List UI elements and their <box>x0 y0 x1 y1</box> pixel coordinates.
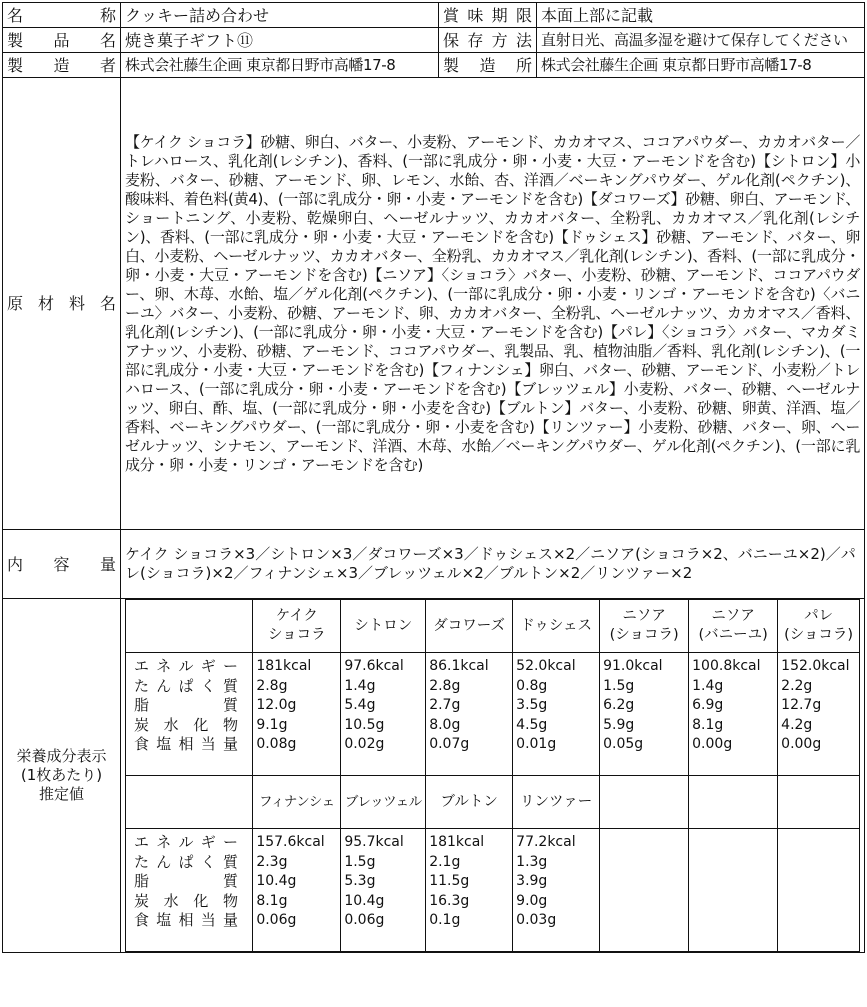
product-header: ニソア (ショコラ) <box>600 600 689 653</box>
maker-label: 製 造 者 <box>3 53 121 78</box>
nutrient-labels: エネルギー たんぱく質 脂 質 炭 水 化 物 食塩相当量 <box>126 829 253 952</box>
empty-cell <box>778 829 860 952</box>
nutrition-header-blank <box>126 776 253 829</box>
expiry-label: 賞味期限 <box>439 3 537 28</box>
nutrition-values-row-1 <box>126 653 860 776</box>
nutrient-labels: エネルギー たんぱく質 脂 質 炭 水 化 物 食塩相当量 <box>126 653 253 776</box>
nutrition-values-row-2 <box>126 829 860 952</box>
food-label-sheet <box>2 2 864 1004</box>
contents-label: 内 容 量 <box>3 530 121 599</box>
contents-text: ケイク ショコラ×3／シトロン×3／ダコワーズ×3／ドゥシェス×2／ニソア(ショコラ×2、バニーユ×2)／パレ(ショコラ)×2／フィナンシェ×3／ブレッツェル×2／ブルトン×2／リンツァー×2 <box>121 530 865 599</box>
empty-cell <box>689 776 778 829</box>
product-values: 77.2kcal 1.3g 3.9g 9.0g 0.03g <box>513 829 600 952</box>
product-values: 100.8kcal 1.4g 6.9g 8.1g 0.00g <box>689 653 778 776</box>
product-header: ブルトン <box>426 776 513 829</box>
product-header: パレ (ショコラ) <box>778 600 860 653</box>
nutrition-header-blank <box>126 600 253 653</box>
empty-cell <box>778 776 860 829</box>
label-table <box>2 2 865 953</box>
empty-cell <box>600 829 689 952</box>
nutrition-table <box>125 599 860 952</box>
nutrition-label <box>3 599 121 953</box>
product-values: 86.1kcal 2.8g 2.7g 8.0g 0.07g <box>426 653 513 776</box>
maker-value: 株式会社藤生企画 東京都日野市高幡17-8 <box>121 53 439 78</box>
product-values: 95.7kcal 1.5g 5.3g 10.4g 0.06g <box>341 829 426 952</box>
name-value: クッキー詰め合わせ <box>121 3 439 28</box>
factory-label: 製 造 所 <box>439 53 537 78</box>
product-values: 52.0kcal 0.8g 3.5g 4.5g 0.01g <box>513 653 600 776</box>
product-values: 157.6kcal 2.3g 10.4g 8.1g 0.06g <box>253 829 341 952</box>
factory-value: 株式会社藤生企画 東京都日野市高幡17-8 <box>537 53 865 78</box>
product-label: 製 品 名 <box>3 28 121 53</box>
ingredients-text: 【ケイク ショコラ】砂糖、卵白、バター、小麦粉、アーモンド、カカオマス、ココアパウダー、カカオバター／トレハロース、乳化剤(レシチン)、香料、(一部に乳成分・卵・小麦・大豆・アーモンドを含む)【シトロン】小麦粉、バター、砂糖、アーモンド、卵、レモン、水飴、杏、洋酒／ベーキングパウダー、ゲル化剤(ペクチン)、酸味料、着色料(黄4)、(一部に乳成分・卵・小麦・アーモンドを含む)【ダコワーズ】砂糖、卵白、アーモンド、ショートニング、小麦粉、乾燥卵白、ヘーゼルナッツ、カカオバター、全粉乳、カカオマス／乳化剤(レシチン)、香料、(一部に乳成分・卵・小麦・大豆・アーモンドを含む)【ドゥシェス】砂糖、アーモンド、バター、卵白、小麦粉、ヘーゼルナッツ、カカオバター、全粉乳、カカオマス／乳化剤(レシチン)、香料、(一部に乳成分・卵・小麦・大豆・アーモンドを含む)【ニソア】〈ショコラ〉バター、小麦粉、砂糖、アーモンド、ココアパウダー、卵、木苺、水飴、塩／ゲル化剤(ペクチン)、(一部に乳成分・卵・小麦・リンゴ・アーモンドを含む)〈バニーユ〉バター、小麦粉、砂糖、アーモンド、卵、カカオバター、全粉乳、ヘーゼルナッツ、カカオマス／香料、乳化剤(レシチン)、(一部に乳成分・卵・小麦・大豆・アーモンドを含む)【パレ】〈ショコラ〉バター、マカダミアナッツ、小麦粉、砂糖、アーモンド、ココアパウダー、乳製品、乳、植物油脂／香料、乳化剤(レシチン)、(一部に乳成分・小麦・大豆・アーモンドを含む)【フィナンシェ】卵白、バター、砂糖、アーモンド、小麦粉／トレハロース、(一部に乳成分・卵・小麦・アーモンドを含む)【ブレッツェル】小麦粉、バター、砂糖、ヘーゼルナッツ、卵白、酢、塩、(一部に乳成分・卵・小麦を含む)【ブルトン】バター、小麦粉、砂糖、卵黄、洋酒、塩／香料、ベーキングパウダー、(一部に乳成分・卵・小麦を含む)【リンツァー】小麦粉、砂糖、バター、卵、ヘーゼルナッツ、シナモン、アーモンド、洋酒、木苺、水飴／ベーキングパウダー、ゲル化剤(ペクチン)、(一部に乳成分・卵・小麦・リンゴ・アーモンドを含む) <box>121 78 865 530</box>
ingredients-label: 原材料名 <box>3 78 121 530</box>
product-header: ドゥシェス <box>513 600 600 653</box>
product-values: 181kcal 2.1g 11.5g 16.3g 0.1g <box>426 829 513 952</box>
empty-cell <box>689 829 778 952</box>
nutrition-header-row-2 <box>126 776 860 829</box>
nutrition-table-cell <box>121 599 865 953</box>
product-values: 181kcal 2.8g 12.0g 9.1g 0.08g <box>253 653 341 776</box>
name-label: 名 称 <box>3 3 121 28</box>
product-values: 91.0kcal 1.5g 6.2g 5.9g 0.05g <box>600 653 689 776</box>
product-header: ダコワーズ <box>426 600 513 653</box>
product-header: ブレッツェル <box>341 776 426 829</box>
product-header: リンツァー <box>513 776 600 829</box>
product-values: 97.6kcal 1.4g 5.4g 10.5g 0.02g <box>341 653 426 776</box>
nutrition-header-row-1 <box>126 600 860 653</box>
product-header: シトロン <box>341 600 426 653</box>
product-values: 152.0kcal 2.2g 12.7g 4.2g 0.00g <box>778 653 860 776</box>
product-value: 焼き菓子ギフト⑪ <box>121 28 439 53</box>
nutrition-label-line2: (1枚あたり) <box>20 766 103 784</box>
product-header: ニソア (バニーユ) <box>689 600 778 653</box>
storage-value: 直射日光、高温多湿を避けて保存してください <box>537 28 865 53</box>
expiry-value: 本面上部に記載 <box>537 3 865 28</box>
nutrition-label-line3: 推定値 <box>38 785 84 803</box>
product-header: ケイク ショコラ <box>253 600 341 653</box>
product-header: フィナンシェ <box>253 776 341 829</box>
storage-label: 保存方法 <box>439 28 537 53</box>
nutrition-label-line1: 栄養成分表示 <box>16 747 107 765</box>
empty-cell <box>600 776 689 829</box>
